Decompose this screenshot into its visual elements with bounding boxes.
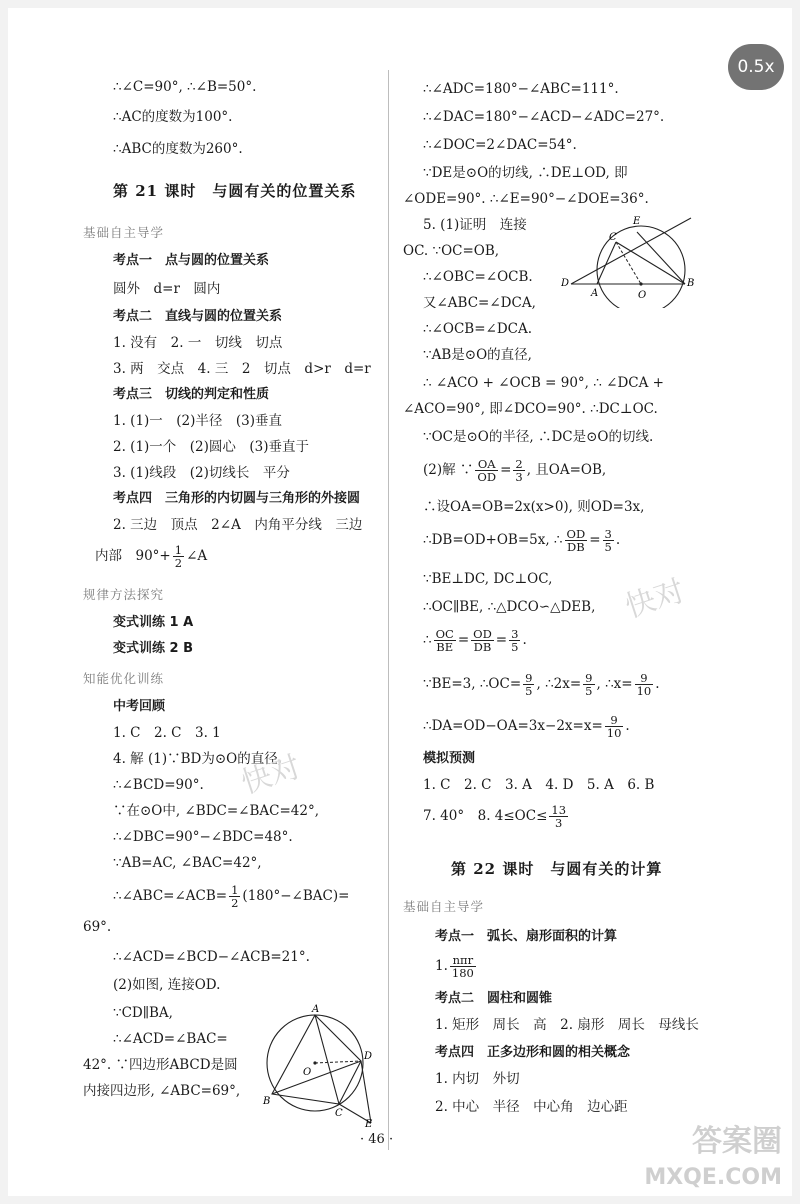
text-line: ∴∠ADC=180°−∠ABC=111°.: [423, 81, 619, 97]
fraction: [523, 672, 534, 697]
text-line: 1. 内切 外切: [435, 1071, 520, 1087]
numerator: 3: [511, 627, 519, 641]
lesson-22-title: 第 22 课时 与圆有关的计算: [451, 860, 663, 878]
circle-figure-problem-5: [561, 212, 701, 308]
text-line: [435, 954, 478, 979]
text-line: 圆外 d=r 圆内: [113, 281, 221, 297]
text-span: ∴DB=OD+OB=5x, ∴: [423, 532, 563, 548]
text-line: ∴OC∥BE, ∴△DCO∽△DEB,: [423, 599, 596, 615]
text-span: ∴DA=OD−OA=3x−2x=x=: [423, 718, 603, 734]
text-line: 内接四边形, ∠ABC=69°,: [83, 1083, 241, 1099]
text-line: ∴∠DAC=180°−∠ACD−∠ADC=27°.: [423, 109, 665, 125]
fraction: [635, 672, 654, 697]
numerator: OC: [435, 627, 454, 641]
text-span: (180°−∠BAC)=: [242, 888, 350, 904]
text-line: (2)解 ∵ $\frac{OA}{OD}$ = $\frac{2}{3}$ , 且OA=OB,: [423, 457, 607, 484]
segment-oc: [616, 242, 641, 284]
denominator: 10: [606, 726, 622, 740]
text-line: [113, 884, 349, 909]
segment-ca: [597, 242, 616, 284]
label-c: C: [609, 232, 617, 243]
text-line: 1. C 2. C 3. A 4. D 5. A 6. B: [423, 777, 655, 793]
key-point-title: 考点二 直线与圆的位置关系: [113, 309, 283, 324]
circle-figure-problem-4: [261, 1003, 377, 1128]
label-o: O: [303, 1067, 312, 1078]
fraction: [434, 628, 456, 653]
numerator: 9: [605, 714, 624, 727]
key-point-title: 考点二 圆柱和圆锥: [435, 991, 553, 1006]
denominator: 2: [231, 896, 239, 910]
denominator: 180: [451, 966, 474, 980]
numerator: 13: [551, 803, 567, 817]
text-line: 2. 三边 顶点 2∠A 内角平分线 三边: [113, 517, 363, 533]
denominator: DB: [473, 640, 492, 654]
center-point: [313, 1061, 316, 1064]
label-a: A: [591, 288, 599, 299]
text-line: 5. (1)证明 连接: [423, 217, 527, 233]
text-line: 1. 矩形 周长 高 2. 扇形 周长 母线长: [435, 1017, 699, 1033]
text-line: 变式训练 1 A: [113, 615, 194, 630]
watermark-line: 答案圈: [692, 1124, 782, 1159]
fraction: [513, 458, 524, 483]
denominator: 2: [174, 556, 183, 570]
subsection-title: 中考回顾: [113, 699, 166, 714]
numerator: 1: [174, 543, 183, 557]
text-line: 4. 解 (1)∵BD为⊙O的直径,: [113, 751, 283, 767]
text-line: ∵AB=AC, ∠BAC=42°,: [113, 855, 262, 871]
label-a: A: [312, 1004, 320, 1015]
segment-be: [637, 232, 685, 284]
numerator: 9: [585, 671, 593, 685]
fraction: [583, 672, 594, 697]
numerator: 1: [231, 883, 239, 897]
tangent-de: [361, 1061, 371, 1123]
numerator: 9: [525, 671, 533, 685]
text-line: 1. C 2. C 3. 1: [113, 725, 221, 741]
page-number: · 46 ·: [360, 1132, 394, 1147]
text-line: 3. 两 交点 4. 三 2 切点 d>r d=r: [113, 361, 371, 377]
fraction: [475, 458, 498, 483]
text-line: ∴∠OCB=∠DCA.: [423, 321, 533, 337]
text-line: ∵OC是⊙O的半径, ∴DC是⊙O的切线.: [423, 429, 654, 445]
fraction: [173, 544, 184, 569]
fraction: [565, 528, 588, 553]
text-line: 42°. ∵四边形ABCD是圆: [83, 1057, 238, 1073]
text-span: ∴∠ABC=∠ACB=: [113, 888, 228, 904]
zoom-level-button[interactable]: 0.5x: [728, 44, 784, 90]
fraction: [509, 628, 520, 653]
text-line: ∵BE⊥DC, DC⊥OC,: [423, 571, 553, 587]
text-line: ∴设OA=OB=2x(x>0), 则OD=3x,: [423, 499, 645, 515]
text-line: 2. 中心 半径 中心角 边心距: [435, 1099, 628, 1115]
text-span: ∴: [423, 632, 432, 648]
text-line: ∴∠OBC=∠OCB.: [423, 269, 533, 285]
key-point-title: 考点三 切线的判定和性质: [113, 387, 270, 402]
text-span: , 且OA=OB,: [526, 462, 607, 478]
denominator: DB: [567, 540, 585, 554]
text-line: [423, 804, 570, 829]
denominator: 3: [555, 816, 563, 830]
subsection-title: 模拟预测: [423, 751, 476, 766]
section-tag: 基础自主导学: [403, 899, 485, 914]
text-line: ∵BE=3, ∴OC= $\frac{9}{5}$ , ∴2x= $\frac{9}{5}$ , ∴x= $\frac{9}{10}$ .: [423, 671, 660, 698]
text-line: ∵DE是⊙O的切线, ∴DE⊥OD, 即: [423, 165, 628, 181]
column-divider: [388, 70, 389, 1150]
corner-watermark-logo: [582, 1124, 782, 1200]
denominator: 5: [604, 540, 612, 554]
center-point: [639, 282, 642, 285]
text-line: 又∠ABC=∠DCA,: [423, 295, 536, 311]
watermark: 快对: [237, 749, 306, 802]
segment-ac: [315, 1015, 339, 1104]
segment-od: [315, 1061, 361, 1063]
fraction: [605, 714, 624, 739]
denominator: 5: [511, 640, 519, 654]
text-span: 7. 40° 8. 4≤OC≤: [423, 808, 548, 824]
text-span: ∠A: [186, 548, 208, 564]
section-tag: 知能优化训练: [83, 671, 165, 686]
text-line: OC. ∵OC=OB,: [403, 243, 500, 259]
fraction: [229, 884, 240, 909]
label-e: E: [365, 1119, 373, 1128]
key-point-title: 考点四 三角形的内切圆与三角形的外接圆: [113, 491, 361, 506]
text-line: ∴∠ACD=∠BAC=: [113, 1031, 228, 1047]
text-line: ∴∠ACD=∠BCD−∠ACB=21°.: [113, 949, 310, 965]
text-line: ∠ODE=90°. ∴∠E=90°−∠DOE=36°.: [403, 191, 649, 207]
text-line: ∴∠C=90°, ∴∠B=50°.: [113, 79, 257, 95]
key-point-title: 考点四 正多边形和圆的相关概念: [435, 1045, 631, 1060]
text-span: , ∴2x=: [536, 676, 582, 692]
text-line: 3. (1)线段 (2)切线长 平分: [113, 465, 290, 481]
denominator: 10: [636, 684, 652, 698]
label-c: C: [335, 1108, 343, 1119]
denominator: 5: [585, 684, 593, 698]
text-line: ∴DB=OD+OB=5x, ∴ $\frac{OD}{DB}$ = $\frac{3}{5}$ .: [423, 527, 621, 554]
text-span: ∵BE=3, ∴OC=: [423, 676, 522, 692]
text-line: ∵在⊙O中, ∠BDC=∠BAC=42°,: [113, 803, 320, 819]
watermark: 快对: [621, 573, 690, 626]
text-line: ∴AC的度数为100°.: [113, 109, 233, 125]
text-line: [95, 544, 207, 569]
denominator: BE: [436, 640, 454, 654]
label-b: B: [263, 1096, 271, 1107]
label-d: D: [561, 278, 570, 289]
fraction: [603, 528, 614, 553]
text-line: 1. 没有 2. 一 切线 切点: [113, 335, 283, 351]
numerator: OD: [473, 627, 492, 641]
fraction: [471, 628, 494, 653]
text-line: ∴∠DOC=2∠DAC=54°.: [423, 137, 577, 153]
fraction: [450, 954, 476, 979]
text-line: ∴∠DBC=90°−∠BDC=48°.: [113, 829, 293, 845]
text-line: 1. (1)一 (2)半径 (3)垂直: [113, 413, 283, 429]
text-span: 内部 90°+: [95, 548, 171, 564]
label-d: D: [364, 1051, 373, 1062]
text-line: 69°.: [83, 919, 112, 935]
watermark-line: MXQE.COM: [644, 1165, 782, 1190]
numerator: 3: [604, 527, 612, 541]
label-b: B: [687, 278, 695, 289]
text-span: , ∴x=: [596, 676, 633, 692]
key-point-title: 考点一 点与圆的位置关系: [113, 253, 270, 268]
document-page: [8, 8, 792, 1196]
section-tag: 规律方法探究: [83, 587, 165, 602]
text-line: ∴ABC的度数为260°.: [113, 141, 243, 157]
section-tag: 基础自主导学: [83, 225, 165, 240]
numerator: 9: [635, 672, 654, 685]
text-line: (2)如图, 连接OD.: [113, 977, 221, 993]
label-e: E: [633, 216, 641, 227]
denominator: OD: [477, 470, 497, 484]
text-line: ∴∠BCD=90°.: [113, 777, 204, 793]
text-line: ∴DA=OD−OA=3x−2x=x= $\frac{9}{10}$ .: [423, 713, 630, 740]
numerator: nπr: [450, 954, 476, 967]
fraction: [549, 804, 568, 829]
numerator: OD: [566, 527, 586, 541]
text-line: ∴ $\frac{OC}{BE}$ = $\frac{OD}{DB}$ = $\frac{3}{5}$ .: [423, 627, 527, 654]
text-line: ∵CD∥BA,: [113, 1005, 173, 1021]
denominator: 3: [515, 470, 523, 484]
text-span: 1.: [435, 958, 448, 974]
lesson-21-title: 第 21 课时 与圆有关的位置关系: [113, 182, 357, 200]
numerator: 2: [515, 457, 523, 471]
text-line: 变式训练 2 B: [113, 641, 194, 656]
text-line: 2. (1)一个 (2)圆心 (3)垂直于: [113, 439, 310, 455]
denominator: 5: [525, 684, 533, 698]
segment-bd: [272, 1061, 361, 1094]
segment-cb: [616, 242, 685, 284]
key-point-title: 考点一 弧长、扇形面积的计算: [435, 929, 618, 944]
text-line: ∴ ∠ACO + ∠OCB = 90°, ∴ ∠DCA +: [423, 375, 664, 391]
label-o: O: [638, 290, 647, 301]
text-line: ∠ACO=90°, 即∠DCO=90°. ∴DC⊥OC.: [403, 401, 658, 417]
numerator: OA: [475, 458, 498, 471]
text-span: (2)解 ∵: [423, 462, 474, 478]
text-line: ∵AB是⊙O的直径,: [423, 347, 532, 363]
